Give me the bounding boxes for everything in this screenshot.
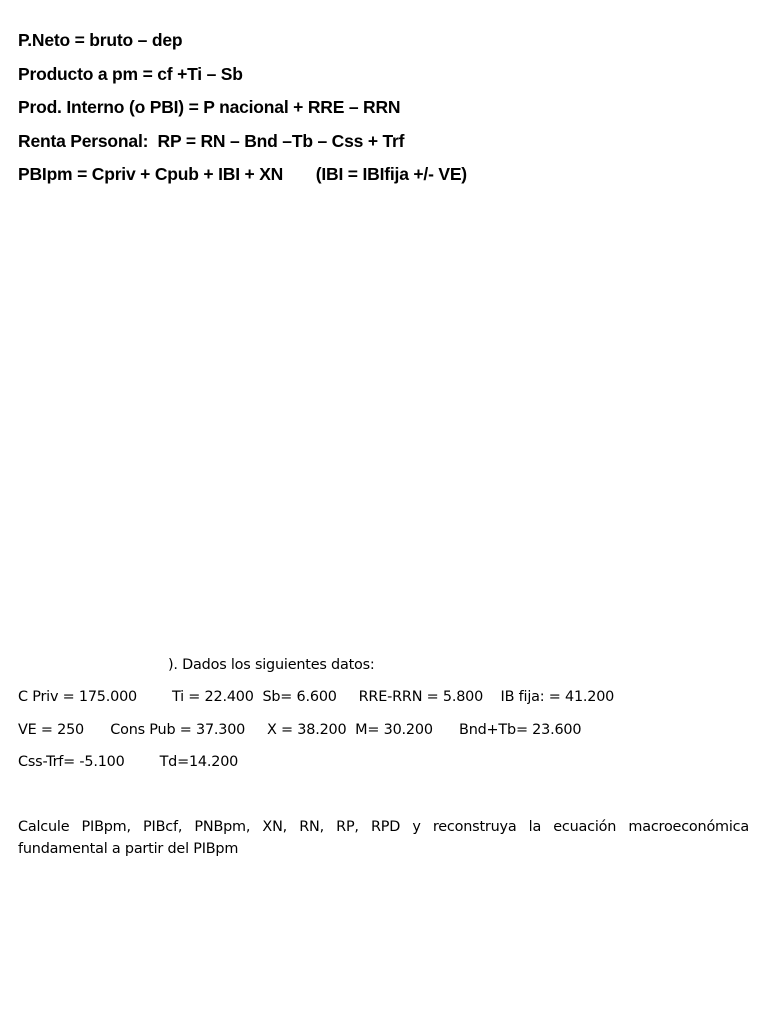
data-line-1: C Priv = 175.000 Ti = 22.400 Sb= 6.600 RRE-RRN = 5.800 IB fija: = 41.200 bbox=[18, 689, 615, 706]
problem-statement bbox=[18, 655, 749, 785]
formula-list bbox=[18, 30, 748, 198]
formula-personal-income: Renta Personal: RP = RN – Bnd –Tb – Css + Trf bbox=[18, 130, 405, 151]
data-line-2: VE = 250 Cons Pub = 37.300 X = 38.200 M= 30.200 Bnd+Tb= 23.600 bbox=[18, 721, 582, 738]
task-instructions: Calcule PIBpm, PIBcf, PNBpm, XN, RN, RP, RPD y reconstruya la ecuación macroeconómica fundamental a partir del PIBpm bbox=[18, 819, 749, 857]
data-line-3: Css-Trf= -5.100 Td=14.200 bbox=[18, 754, 239, 771]
problem-intro: ). Dados los siguientes datos: bbox=[168, 657, 375, 673]
formula-net-product: P.Neto = bruto – dep bbox=[18, 30, 183, 50]
formula-market-price-product: Producto a pm = cf +Ti – Sb bbox=[18, 63, 243, 84]
formula-domestic-product: Prod. Interno (o PBI) = P nacional + RRE – RRN bbox=[18, 97, 401, 118]
formula-gdp-expenditure: PBIpm = Cpriv + Cpub + IBI + XN (IBI = IBIfija +/- VE) bbox=[18, 164, 467, 185]
